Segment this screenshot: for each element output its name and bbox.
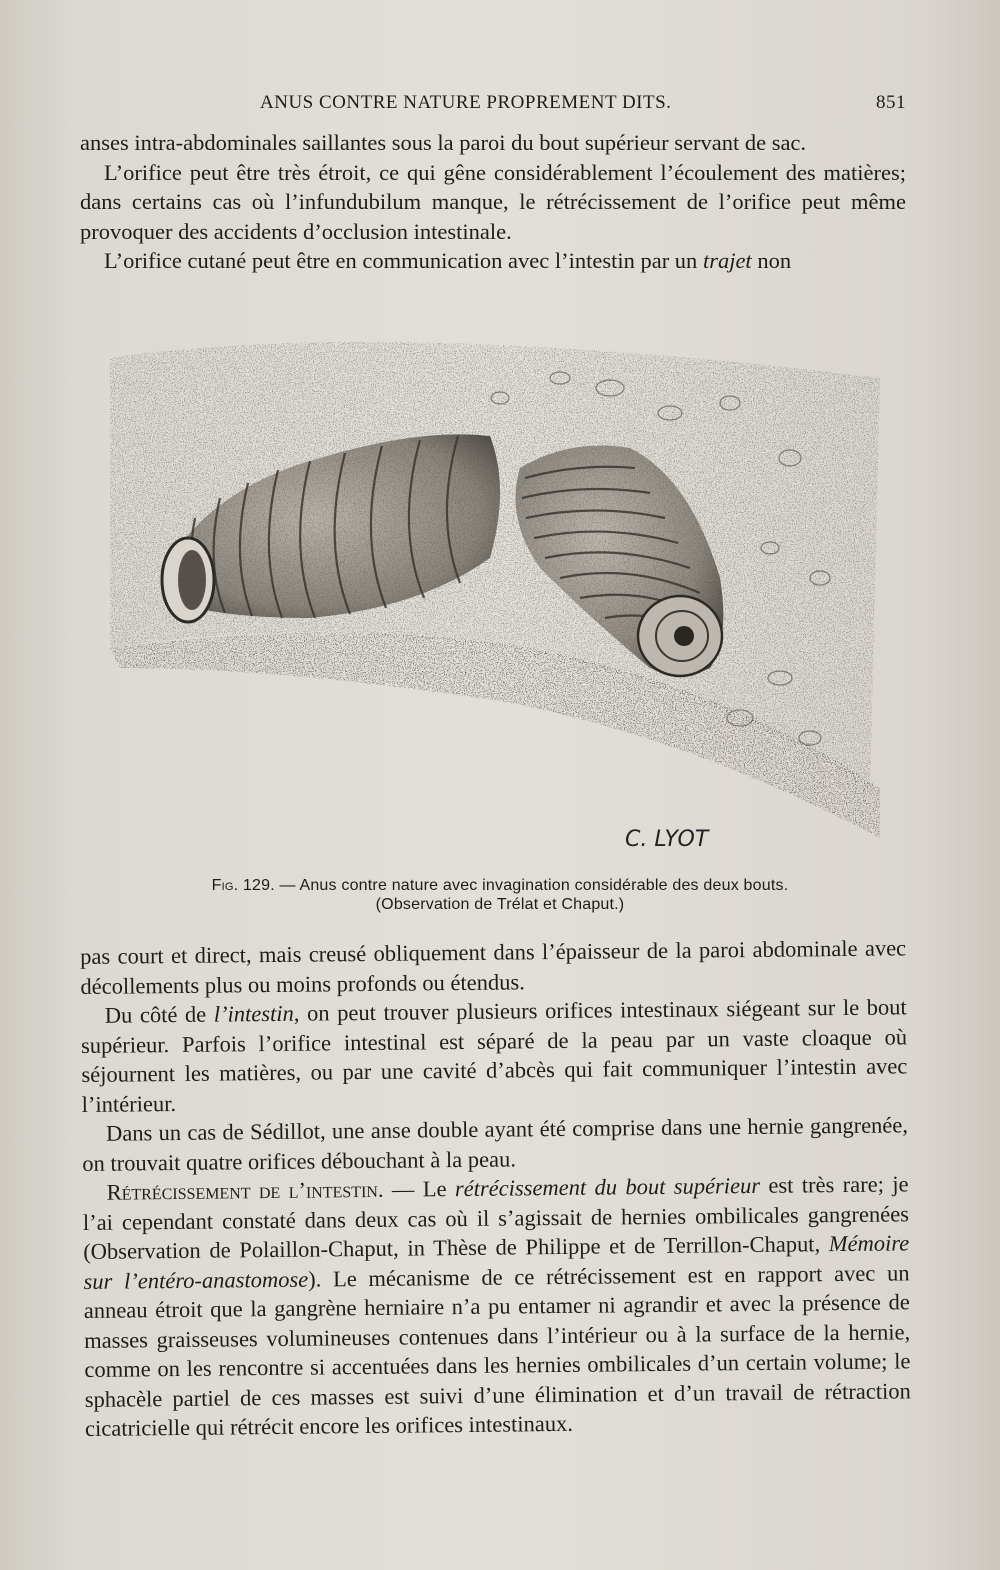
page-header [80, 92, 906, 122]
figure-caption [150, 876, 850, 914]
figure-illustration [90, 318, 900, 868]
caption-line-1: Fig. 129. — Anus contre nature avec invagination considérable des deux bouts. [211, 877, 789, 894]
running-head: ANUS CONTRE NATURE PROPREMENT DITS. [260, 92, 672, 113]
paragraph: Dans un cas de Sédillot, une anse double ayant été comprise dans une hernie gangrenée, on trouvait quatre orifices débouchant à la peau. [82, 1112, 909, 1176]
paragraph: pas court et direct, mais creusé obliquement dans l’épaisseur de la paroi abdominale avec décollements plus ou moins profonds ou étendus. [80, 935, 907, 999]
paragraph: L’orifice cutané peut être en communication avec l’intestin par un trajet non [104, 248, 792, 273]
italic-term: l’intestin [213, 1000, 294, 1027]
caption-line-2: (Observation de Trélat et Chaput.) [375, 896, 625, 913]
illustrator-signature: C. LYOT [625, 827, 709, 852]
paragraph: anses intra-abdominales saillantes sous la paroi du bout supérieur servant de sac. [80, 130, 807, 155]
paragraph: Rétrécissement de l’intestin. — Le rétrécissement du bout supérieur est très rare; je l’ai cependant constaté dans deux cas où il s’agissait de hernies ombilicales gangrenées (Observation de Polaillon-Chaput, in Thèse de Philippe et de Terrillon-Chaput, Mémoire sur l’entéro-anastomose). Le mécanisme de ce rétrécissement est en rapport avec un anneau étroit que la gangrène herniaire n’a pu entamer ni agrandir et avec la présence de masses graisseuses volumineuses contenues dans l’intérieur ou à la surface de la hernie, comme on les rencontre si accentuées dans les hernies ombilicales d’un certain volume; le sphacèle partiel de ces masses est suivi d’une élimination et d’un travail de rétraction cicatricielle qui rétrécit encore les orifices intestinaux. [82, 1171, 911, 1441]
paragraph: Du côté de l’intestin, on peut trouver plusieurs orifices intestinaux siégeant sur le bout supérieur. Parfois l’orifice intestinal est séparé de la peau par un vaste cloaque où séjournent les matières, ou par une cavité d’abcès qui fait communiquer l’intestin avec l’intérieur. [80, 994, 908, 1117]
text-block-bottom [80, 933, 911, 1443]
text-block-top [80, 128, 906, 276]
section-heading: Rétrécissement de l’intestin. [106, 1176, 384, 1205]
page-number: 851 [876, 92, 906, 113]
figure-label: Fig. 129. [211, 877, 275, 894]
paragraph: L’orifice peut être très étroit, ce qui gêne considérablement l’écoulement des matières; dans certains cas où l’infundubilum manque, le rétrécissement de l’orifice peut même provoquer des accidents d’occlusion intestinale. [80, 159, 906, 244]
italic-term: trajet [702, 248, 752, 273]
